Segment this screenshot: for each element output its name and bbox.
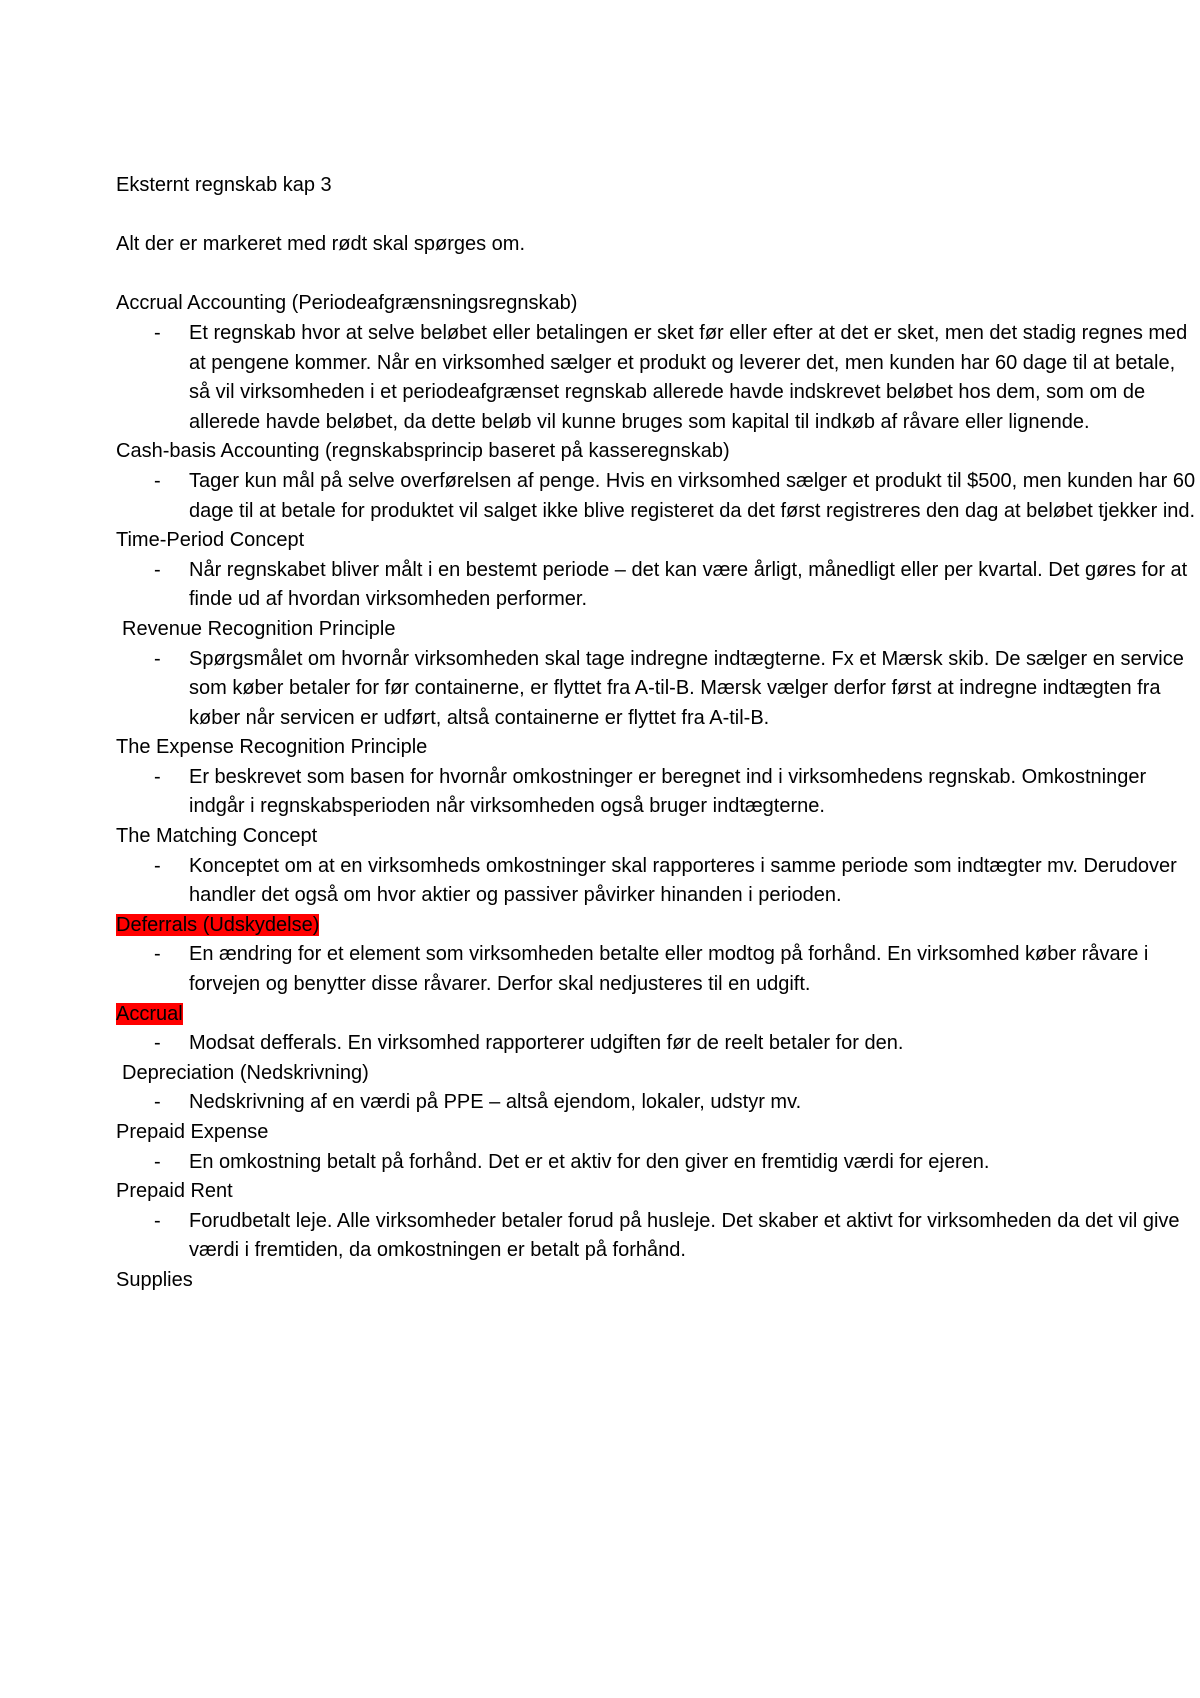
bullet-marker: - [154, 469, 161, 492]
section [116, 615, 1184, 733]
bullet-item [116, 1029, 1199, 1059]
section [116, 1059, 1116, 1118]
document-body [116, 171, 1196, 1296]
section [116, 289, 1188, 437]
section-heading: Accrual Accounting (Periodeafgrænsningsregnskab) [116, 292, 578, 315]
section-heading: Prepaid Expense [116, 1121, 269, 1143]
section [116, 1177, 1180, 1266]
section-heading: Depreciation (Nedskrivning) [122, 1061, 369, 1084]
section [116, 1266, 1116, 1296]
section-heading: Supplies [116, 1268, 193, 1291]
bullet-item [116, 763, 1199, 822]
section [116, 911, 1149, 1000]
bullet-marker: - [154, 1032, 161, 1055]
bullet-item [116, 940, 1199, 999]
bullet-marker: - [154, 558, 161, 581]
bullet-text: Forudbetalt leje. Alle virksomheder betaler forud på husleje. Det skaber et aktivt for virksomheden da det vil give værdi i fremtiden, da omkostningen er betalt på forhånd. [189, 1209, 1180, 1262]
document-title: Eksternt regnskab kap 3 [116, 174, 332, 196]
section [116, 526, 1188, 615]
section [116, 1118, 1116, 1177]
section-list [116, 289, 1196, 1295]
bullet-item [116, 645, 1199, 734]
bullet-item [116, 1088, 1199, 1118]
bullet-marker: - [154, 1209, 161, 1232]
document-intro: Alt der er markeret med rødt skal spørges om. [116, 233, 526, 256]
bullet-text: Konceptet om at en virksomheds omkostninger skal rapporteres i samme periode som indtægter mv. Derudover handler det også om hvor aktier og passiver påvirker hinanden i perioden. [189, 854, 1177, 907]
bullet-marker: - [154, 854, 161, 877]
bullet-text: Nedskrivning af en værdi på PPE – altså ejendom, lokaler, udstyr mv. [189, 1091, 802, 1114]
bullet-item [116, 319, 1199, 437]
bullet-marker: - [154, 765, 161, 788]
section [116, 1000, 1116, 1059]
section-heading: Time-Period Concept [116, 529, 305, 552]
blank-line [116, 201, 1116, 231]
red-highlight: Accrual [116, 1002, 183, 1025]
bullet-marker: - [154, 1150, 161, 1173]
section-heading: The Expense Recognition Principle [116, 736, 428, 759]
section-heading: Revenue Recognition Principle [122, 617, 396, 640]
section-heading: Prepaid Rent [116, 1180, 233, 1203]
bullet-item [116, 556, 1199, 615]
section-heading-highlighted [116, 911, 1116, 941]
bullet-item [116, 852, 1199, 911]
section [116, 733, 1147, 822]
section [116, 822, 1177, 911]
bullet-text: En ændring for et element som virksomheden betalte eller modtog på forhånd. En virksomhed køber råvare i forvejen og benytter disse råvarer. Derfor skal nedjusteres til en udgift. [189, 943, 1149, 996]
bullet-text: Er beskrevet som basen for hvornår omkostninger er beregnet ind i virksomhedens regnskab. Omkostninger indgår i regnskabsperioden når virksomheden også bruger indtægterne. [189, 765, 1147, 818]
red-highlight: Deferrals (Udskydelse) [116, 913, 320, 936]
section-heading-highlighted [116, 1000, 1116, 1030]
bullet-marker: - [154, 647, 161, 670]
bullet-marker: - [154, 943, 161, 966]
section-heading: Cash-basis Accounting (regnskabsprincip baseret på kasseregnskab) [116, 440, 730, 463]
bullet-text: Tager kun mål på selve overførelsen af penge. Hvis en virksomhed sælger et produkt til $500, men kunden har 60 dage til at betale for produktet vil salget ikke blive registeret da det først registreres den dag at beløbet tjekker ind. [189, 469, 1196, 522]
bullet-marker: - [154, 321, 161, 344]
bullet-item [116, 467, 1199, 526]
blank-line [116, 260, 1116, 290]
bullet-marker: - [154, 1091, 161, 1114]
bullet-text: Spørgsmålet om hvornår virksomheden skal tage indregne indtægterne. Fx et Mærsk skib. De sælger en service som køber betaler for før containerne, er flyttet fra A-til-B. Mærsk vælger derfor først at indregne indtægten fra køber når servicen er udført, altså containerne er flyttet fra A-til-B. [189, 647, 1184, 729]
bullet-text: En omkostning betalt på forhånd. Det er et aktiv for den giver en fremtidig værdi for ejeren. [189, 1150, 990, 1173]
section-heading: The Matching Concept [116, 825, 318, 848]
bullet-text: Et regnskab hvor at selve beløbet eller betalingen er sket før eller efter at det er sket, men det stadig regnes med at pengene kommer. Når en virksomhed sælger et produkt og leverer det, men kunden har 60 dage til at betale, så vil virksomheden i et periodeafgrænset regnskab allerede havde indskrevet beløbet hos dem, som om de allerede havde beløbet, da dette beløb vil kunne bruges som kapital til indkøb af råvare eller lignende. [189, 321, 1188, 433]
bullet-item [116, 1148, 1199, 1178]
section [116, 437, 1196, 526]
bullet-text: Når regnskabet bliver målt i en bestemt periode – det kan være årligt, månedligt eller per kvartal. Det gøres for at finde ud af hvordan virksomheden performer. [189, 558, 1188, 611]
bullet-item [116, 1207, 1199, 1266]
bullet-text: Modsat defferals. En virksomhed rapporterer udgiften før de reelt betaler for den. [189, 1032, 904, 1055]
